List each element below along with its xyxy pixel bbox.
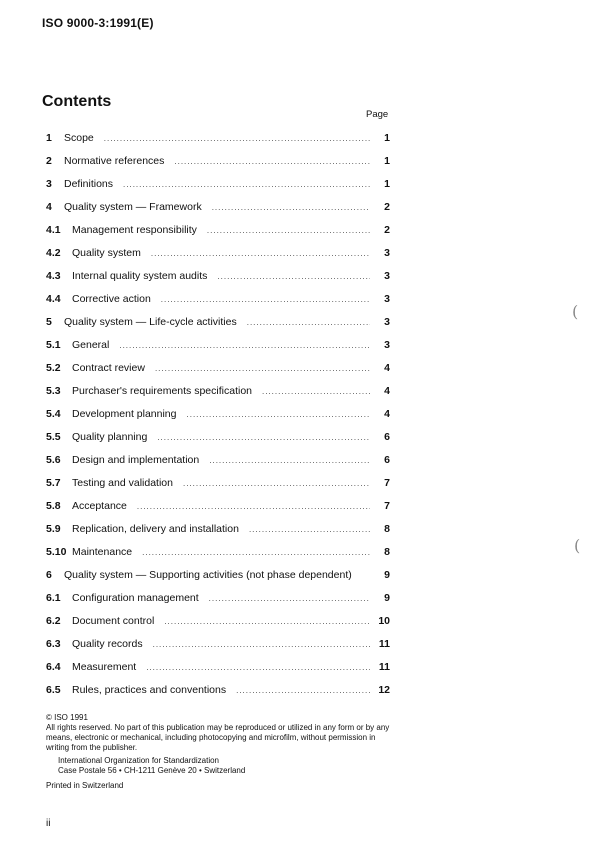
document-header: ISO 9000-3:1991(E) [42,16,154,30]
toc-entry-page: 2 [384,201,390,213]
toc-leader-dots [187,403,371,426]
binding-hole-mark: ( [572,302,579,321]
toc-entry-page: 4 [384,385,390,397]
toc-entry-number: 5.3 [46,385,61,397]
toc-leader-dots [183,472,370,495]
toc-entry-number: 4.3 [46,270,61,282]
toc-entry-number: 5 [46,316,52,328]
printed-in: Printed in Switzerland [46,781,124,790]
toc-entry-number: 5.1 [46,339,61,351]
toc-entry-title: General [72,339,110,351]
toc-leader-dots [142,541,370,564]
table-of-contents [46,127,390,702]
toc-leader-dots [153,633,370,656]
toc-entry[interactable] [46,242,390,265]
toc-entry-title: Quality system — Framework [64,201,202,213]
toc-entry[interactable] [46,679,390,702]
toc-entry-number: 4.4 [46,293,61,305]
toc-entry-page: 3 [384,339,390,351]
contents-title: Contents [42,93,112,110]
toc-entry[interactable] [46,127,390,150]
toc-leader-dots [161,288,370,311]
toc-entry[interactable] [46,357,390,380]
toc-entry-number: 6 [46,569,52,581]
toc-entry-title: Management responsibility [72,224,197,236]
toc-entry-title: Rules, practices and conventions [72,684,227,696]
toc-entry-page: 1 [384,178,390,190]
toc-leader-dots [119,334,370,357]
toc-entry-title: Purchaser's requirements specification [72,385,253,397]
binding-hole-mark: ( [574,536,581,555]
toc-leader-dots [157,426,370,449]
toc-entry[interactable] [46,495,390,518]
toc-entry[interactable] [46,380,390,403]
toc-entry-page: 10 [378,615,390,627]
toc-leader-dots [146,656,370,679]
toc-entry-number: 5.8 [46,500,61,512]
toc-leader-dots [236,679,370,702]
toc-entry-title: Quality system — Supporting activities (not phase dependent) [64,569,352,581]
toc-entry[interactable] [46,196,390,219]
toc-entry-page: 8 [384,546,390,558]
toc-leader-dots [249,518,370,541]
toc-entry-number: 6.1 [46,592,61,604]
toc-entry-number: 5.4 [46,408,61,420]
toc-entry-page: 1 [384,155,390,167]
toc-leader-dots [155,357,370,380]
toc-entry-title: Document control [72,615,155,627]
toc-entry-page: 9 [384,592,390,604]
toc-entry[interactable] [46,518,390,541]
toc-leader-dots [209,449,370,472]
toc-entry-page: 3 [384,270,390,282]
toc-entry-number: 5.10 [46,546,67,558]
toc-entry-number: 6.4 [46,661,61,673]
toc-entry-number: 2 [46,155,52,167]
toc-entry[interactable] [46,311,390,334]
organization-name: International Organization for Standardization [58,756,219,765]
toc-entry-number: 5.7 [46,477,61,489]
toc-entry[interactable] [46,173,390,196]
toc-entry[interactable] [46,426,390,449]
toc-entry-page: 3 [384,293,390,305]
toc-entry-page: 2 [384,224,390,236]
toc-entry-title: Scope [64,132,94,144]
toc-entry-number: 6.2 [46,615,61,627]
toc-entry-title: Quality system — Life-cycle activities [64,316,237,328]
toc-entry[interactable] [46,334,390,357]
copyright-rights: All rights reserved. No part of this publication may be reproduced or utilized in any form or by any means, electronic or mechanical, including photocopying and microfilm, without permission in writing from the publisher. [46,723,390,752]
page-column-label: Page [366,109,389,120]
toc-leader-dots [262,380,370,403]
toc-entry-title: Quality records [72,638,143,650]
toc-entry-page: 12 [378,684,390,696]
toc-entry-title: Quality system [72,247,141,259]
toc-entry-title: Acceptance [72,500,127,512]
toc-entry[interactable] [46,288,390,311]
toc-entry-page: 7 [384,500,390,512]
toc-entry-page: 4 [384,408,390,420]
toc-entry-page: 3 [384,316,390,328]
toc-leader-dots [104,127,370,150]
toc-entry[interactable] [46,472,390,495]
toc-entry[interactable] [46,150,390,173]
toc-entry-title: Design and implementation [72,454,200,466]
toc-leader-dots [164,610,370,633]
toc-entry-page: 6 [384,454,390,466]
toc-entry-number: 4.2 [46,247,61,259]
toc-entry-title: Definitions [64,178,114,190]
toc-entry-number: 3 [46,178,52,190]
copyright-block [46,713,396,791]
toc-entry-title: Testing and validation [72,477,173,489]
toc-entry-number: 5.2 [46,362,61,374]
toc-entry-title: Contract review [72,362,145,374]
toc-entry-number: 5.9 [46,523,61,535]
toc-entry[interactable] [46,265,390,288]
toc-entry-title: Maintenance [72,546,133,558]
toc-entry[interactable] [46,541,390,564]
toc-entry-page: 3 [384,247,390,259]
page-number: ii [46,818,51,829]
toc-entry[interactable] [46,610,390,633]
toc-leader-dots [123,173,370,196]
toc-leader-dots [247,311,370,334]
toc-leader-dots [209,587,370,610]
toc-entry-number: 5.5 [46,431,61,443]
toc-entry[interactable] [46,564,390,587]
toc-entry-page: 7 [384,477,390,489]
toc-entry[interactable] [46,219,390,242]
toc-entry-number: 6.3 [46,638,61,650]
toc-entry-page: 8 [384,523,390,535]
toc-leader-dots [137,495,370,518]
toc-entry[interactable] [46,449,390,472]
toc-leader-dots [217,265,370,288]
toc-entry-title: Configuration management [72,592,199,604]
toc-entry-page: 11 [378,661,390,673]
toc-entry-title: Internal quality system audits [72,270,208,282]
toc-entry-title: Replication, delivery and installation [72,523,239,535]
toc-leader-dots [151,242,370,265]
toc-entry-title: Development planning [72,408,177,420]
toc-entry-page: 6 [384,431,390,443]
toc-entry-number: 1 [46,132,52,144]
toc-entry[interactable] [46,587,390,610]
toc-entry-page: 11 [378,638,390,650]
toc-entry-title: Quality planning [72,431,148,443]
toc-entry[interactable] [46,403,390,426]
toc-entry-page: 1 [384,132,390,144]
toc-entry-title: Measurement [72,661,137,673]
toc-entry-page: 9 [384,569,390,581]
toc-entry-number: 5.6 [46,454,61,466]
toc-entry-number: 4 [46,201,52,213]
toc-entry-number: 6.5 [46,684,61,696]
toc-leader-dots [207,219,370,242]
toc-entry[interactable] [46,633,390,656]
toc-leader-dots [174,150,370,173]
toc-entry[interactable] [46,656,390,679]
toc-entry-title: Corrective action [72,293,151,305]
organization-address: Case Postale 56 • CH-1211 Genève 20 • Switzerland [58,766,246,775]
toc-entry-title: Normative references [64,155,165,167]
copyright-notice: © ISO 1991 [46,713,88,722]
toc-entry-number: 4.1 [46,224,61,236]
toc-entry-page: 4 [384,362,390,374]
toc-leader-dots [212,196,370,219]
